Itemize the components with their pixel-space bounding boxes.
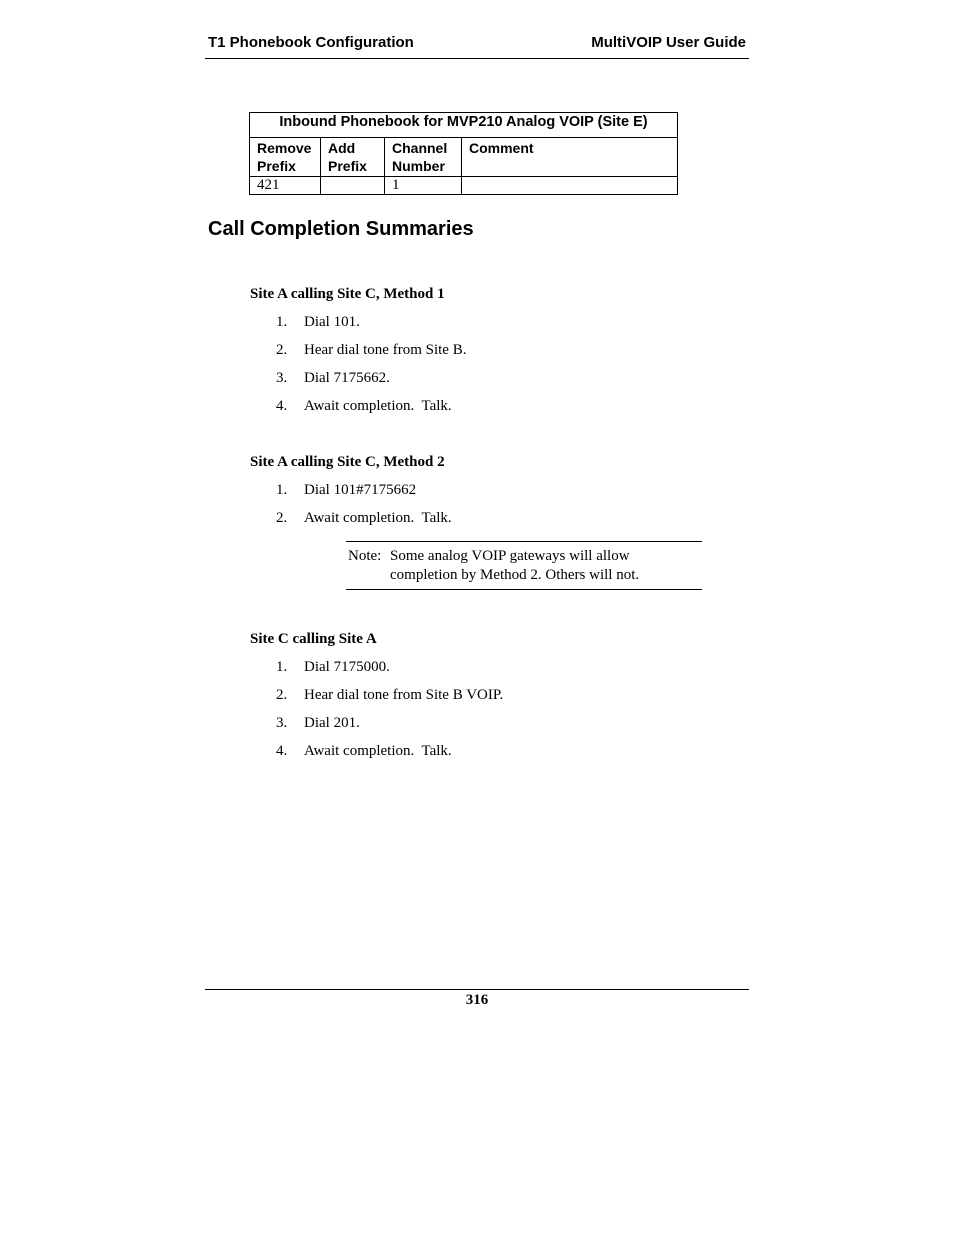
cell-remove-prefix: 421 <box>250 177 321 195</box>
column-header-add-prefix: Add Prefix <box>321 138 385 177</box>
footer-rule <box>205 989 749 990</box>
list-item: 2. Hear dial tone from Site B. <box>276 342 467 358</box>
procedure-title: Site C calling Site A <box>250 631 377 647</box>
note-box <box>346 541 702 590</box>
list-item: 1. Dial 101. <box>276 314 360 330</box>
procedure-title: Site A calling Site C, Method 2 <box>250 454 445 470</box>
cell-comment <box>462 177 678 195</box>
list-item: 2. Hear dial tone from Site B VOIP. <box>276 687 504 703</box>
header-rule <box>205 58 749 59</box>
page-header-right: MultiVOIP User Guide <box>591 34 746 51</box>
cell-channel-number: 1 <box>385 177 462 195</box>
list-item: 1. Dial 101#7175662 <box>276 482 417 498</box>
list-item: 1. Dial 7175000. <box>276 659 390 675</box>
note-text-line-1: Some analog VOIP gateways will allow <box>390 548 630 564</box>
section-title: Call Completion Summaries <box>208 218 474 240</box>
note-text-line-2: completion by Method 2. Others will not. <box>390 567 640 583</box>
column-header-channel-number: Channel Number <box>385 138 462 177</box>
column-header-comment: Comment <box>462 138 678 177</box>
procedure-title: Site A calling Site C, Method 1 <box>250 286 445 302</box>
column-header-remove-prefix: Remove Prefix <box>250 138 321 177</box>
page-header-left: T1 Phonebook Configuration <box>208 34 414 51</box>
list-item: 3. Dial 7175662. <box>276 370 390 386</box>
list-item: 4. Await completion. Talk. <box>276 398 452 414</box>
table-title: Inbound Phonebook for MVP210 Analog VOIP (Site E) <box>250 113 678 138</box>
cell-add-prefix <box>321 177 385 195</box>
list-item: 4. Await completion. Talk. <box>276 743 452 759</box>
list-item: 3. Dial 201. <box>276 715 360 731</box>
page-number: 316 <box>465 992 489 1008</box>
inbound-phonebook-table <box>249 112 678 195</box>
table-row <box>250 177 678 195</box>
note-label: Note: <box>348 548 382 564</box>
list-item: 2. Await completion. Talk. <box>276 510 452 526</box>
